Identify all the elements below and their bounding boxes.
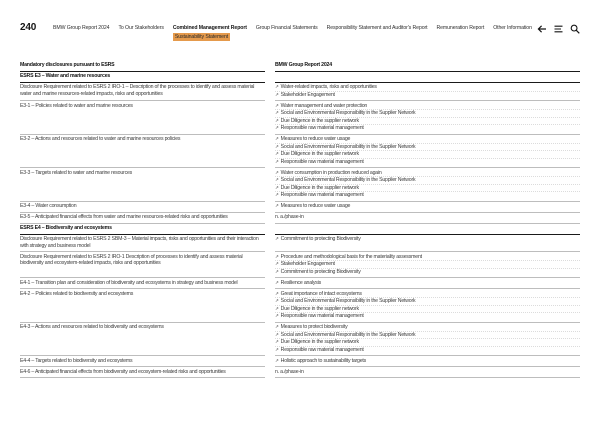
report-link-label: Due Diligence in the supplier network [280,117,359,124]
section-title: ESRS E3 – Water and marine resources [20,72,265,83]
link-arrow-icon: ↗ [275,84,279,89]
table-row [20,83,580,102]
disclosure-cell: Disclosure Requirement related to ESRS 2 SBM-3 – Material impacts, risks and opportunities and their interaction with strategy and business model [20,235,265,253]
link-arrow-icon: ↗ [275,346,279,352]
link-arrow-icon: ↗ [275,339,279,344]
disclosure-cell: E3-4 – Water consumption [20,202,265,213]
section-title: ESRS E4 – Biodiversity and ecosystems [20,224,265,235]
report-link[interactable] [275,358,580,365]
link-arrow-icon: ↗ [275,313,279,318]
section-spacer [275,72,580,83]
link-arrow-icon: ↗ [275,143,279,149]
table-row [20,101,580,135]
report-link[interactable] [275,298,580,306]
link-arrow-icon: ↗ [275,305,279,311]
disclosure-cell: E4-2 – Policies related to biodiversity and ecosystems [20,289,265,323]
table-row [20,235,580,253]
report-link-label: Great importance of intact ecosystems [280,290,362,297]
report-link[interactable] [275,291,580,299]
table-row [20,289,580,323]
report-link[interactable] [275,136,580,144]
report-reference-cell [275,356,580,367]
link-arrow-icon: ↗ [275,203,279,208]
report-link-label: Due Diligence in the supplier network [280,151,359,157]
report-link[interactable] [275,347,580,354]
nav-item-6[interactable]: Other Information [493,25,532,31]
link-arrow-icon: ↗ [275,192,279,197]
report-reference-cell [275,278,580,289]
link-arrow-icon: ↗ [275,177,279,182]
report-link-label: Due Diligence in the supplier network [280,339,359,345]
report-reference-cell [275,101,580,135]
report-link-label: Resilience analysis [280,279,321,286]
report-link-label: Social and Environmental Responsibility in the Supplier Network [280,110,416,116]
report-link[interactable] [275,144,580,152]
report-reference-cell [275,323,580,357]
disclosure-cell: E4-4 – Targets related to biodiversity and ecosystems [20,356,265,367]
disclosure-cell: Disclosure Requirement related to ESRS 2 IRO-1 – Description of the processes to identify and assess material water and marine resources-related impacts, risks and opportunities [20,83,265,102]
report-link[interactable] [275,313,580,320]
report-link-label: Social and Environmental Responsibility in the Supplier Network [280,331,416,338]
report-link-label: Due Diligence in the supplier network [280,305,359,312]
disclosure-cell: E4-3 – Actions and resources related to biodiversity and ecosystems [20,323,265,357]
report-link-label: Responsible raw material management [280,313,364,319]
report-link-label: Responsible raw material management [280,158,364,165]
report-reference-cell [275,235,580,253]
link-arrow-icon: ↗ [275,91,279,97]
report-link-label: Due Diligence in the supplier network [280,184,359,191]
report-link-label: Commitment to protecting Biodiversity [280,236,361,242]
back-arrow-icon[interactable] [537,24,547,34]
report-reference-cell [275,252,580,278]
header-nav [53,23,532,40]
na-value: n. a./phase-in [275,368,304,375]
disclosure-cell: Disclosure Requirement related to ESRS 2 IRO-1 Description of processes to identify and assess material biodiversity and ecosystem-related impacts, risks and opportunities [20,252,265,278]
link-arrow-icon: ↗ [275,290,279,296]
nav-item-4[interactable]: Responsibility Statement and Auditor's Report [326,25,428,31]
table-header-row [20,60,580,72]
report-link[interactable] [275,125,580,132]
table-header-right: BMW Group Report 2024 [275,60,580,72]
link-arrow-icon: ↗ [275,125,279,130]
nav-item-5[interactable]: Remuneration Report [436,25,485,31]
link-arrow-icon: ↗ [275,184,279,190]
report-link[interactable] [275,236,580,243]
report-link[interactable] [275,159,580,166]
table-row [20,323,580,357]
nav-item-2[interactable]: Combined Management Report Sustainability Statement [172,25,247,40]
link-arrow-icon: ↗ [275,102,279,108]
report-link[interactable] [275,151,580,159]
link-arrow-icon: ↗ [275,151,279,156]
report-reference-cell [275,202,580,213]
report-link-label: Social and Environmental Responsibility in the Supplier Network [280,177,416,183]
link-arrow-icon: ↗ [275,261,279,266]
link-arrow-icon: ↗ [275,236,279,241]
report-link-label: Responsible raw material management [280,192,364,198]
report-link[interactable] [275,306,580,314]
link-arrow-icon: ↗ [275,253,279,259]
table-row [20,202,580,213]
table-row [20,168,580,202]
report-link-label: Procedure and methodological basis for the materiality assessment [280,253,422,260]
report-link-label: Water management and water protection [280,102,368,109]
link-arrow-icon: ↗ [275,324,279,329]
report-link-label: Stakeholder Engagement [280,91,335,98]
report-link[interactable] [275,203,580,210]
report-reference-cell [275,213,580,224]
toolbar-icons [537,23,580,34]
table-row [20,252,580,278]
report-link-label: Measures to reduce water usage [280,203,351,209]
report-link[interactable] [275,254,580,262]
table-row [20,278,580,289]
disclosure-cell: E3-2 – Actions and resources related to water and marine resources policies [20,135,265,169]
report-link[interactable] [275,192,580,199]
disclosure-cell: E3-3 – Targets related to water and marine resources [20,168,265,202]
link-arrow-icon: ↗ [275,357,279,363]
sustainability-statement-badge[interactable]: Sustainability Statement [174,34,229,40]
report-link[interactable] [275,103,580,111]
report-link-label: Commitment to protecting Biodiversity [280,268,361,275]
top-bar [20,0,580,40]
report-link-label: Measures to protect biodiversity [280,324,348,330]
report-link-label: Measures to reduce water usage [280,136,351,142]
link-arrow-icon: ↗ [275,268,279,274]
report-link[interactable] [275,170,580,178]
nav-item-3[interactable]: Group Financial Statements [255,25,318,31]
disclosure-cell: E4-1 – Transition plan and consideration of biodiversity and ecosystems in strategy and business model [20,278,265,289]
report-reference-cell [275,367,580,378]
search-icon[interactable] [570,24,580,34]
report-link[interactable] [275,280,580,287]
table-row [20,135,580,169]
report-link[interactable] [275,92,580,99]
link-arrow-icon: ↗ [275,298,279,303]
report-link[interactable] [275,110,580,118]
report-link[interactable] [275,118,580,126]
section-row [20,72,580,83]
report-link[interactable] [275,84,580,92]
section-spacer [275,224,580,235]
report-reference-cell [275,168,580,202]
report-link[interactable] [275,185,580,193]
report-link[interactable] [275,261,580,269]
link-arrow-icon: ↗ [275,117,279,123]
report-reference-cell [275,83,580,102]
report-link-label: Responsible raw material management [280,346,364,353]
nav-item-1[interactable]: To Our Stakeholders [118,25,164,31]
report-link-label: Responsible raw material management [280,125,364,131]
report-link-label: Holistic approach to sustainability targets [280,357,367,364]
table-row [20,367,580,378]
menu-icon[interactable] [554,24,563,34]
link-arrow-icon: ↗ [275,110,279,115]
table-header-left: Mandatory disclosures pursuant to ESRS [20,60,265,72]
report-reference-cell [275,135,580,169]
link-arrow-icon: ↗ [275,169,279,175]
esrs-disclosure-table [20,60,580,378]
disclosure-cell: E4-6 – Anticipated financial effects from biodiversity and ecosystem-related risks and opportunities [20,367,265,378]
table-row [20,213,580,224]
report-link-label: Social and Environmental Responsibility in the Supplier Network [280,143,416,150]
report-reference-cell [275,289,580,323]
report-link[interactable] [275,177,580,185]
report-link-label: Water consumption in production reduced again [280,169,382,176]
report-link[interactable] [275,339,580,347]
disclosure-cell: E3-1 – Policies related to water and marine resources [20,101,265,135]
table-row [20,356,580,367]
disclosure-cell: E3-5 – Anticipated financial effects from water and marine resources-related risks and opportunities [20,213,265,224]
page-number: 240 [20,22,37,33]
report-link[interactable] [275,269,580,276]
na-value: n. a./phase-in [275,214,304,220]
report-link-label: Stakeholder Engagement [280,261,335,267]
nav-item-0[interactable]: BMW Group Report 2024 [53,25,110,31]
report-link[interactable] [275,332,580,340]
section-row [20,224,580,235]
link-arrow-icon: ↗ [275,136,279,141]
report-link-label: Water-related impacts, risks and opportunities [280,84,377,90]
link-arrow-icon: ↗ [275,279,279,285]
table-body [20,72,580,379]
link-arrow-icon: ↗ [275,158,279,164]
report-link-label: Social and Environmental Responsibility in the Supplier Network [280,298,416,304]
link-arrow-icon: ↗ [275,331,279,337]
report-link[interactable] [275,324,580,332]
